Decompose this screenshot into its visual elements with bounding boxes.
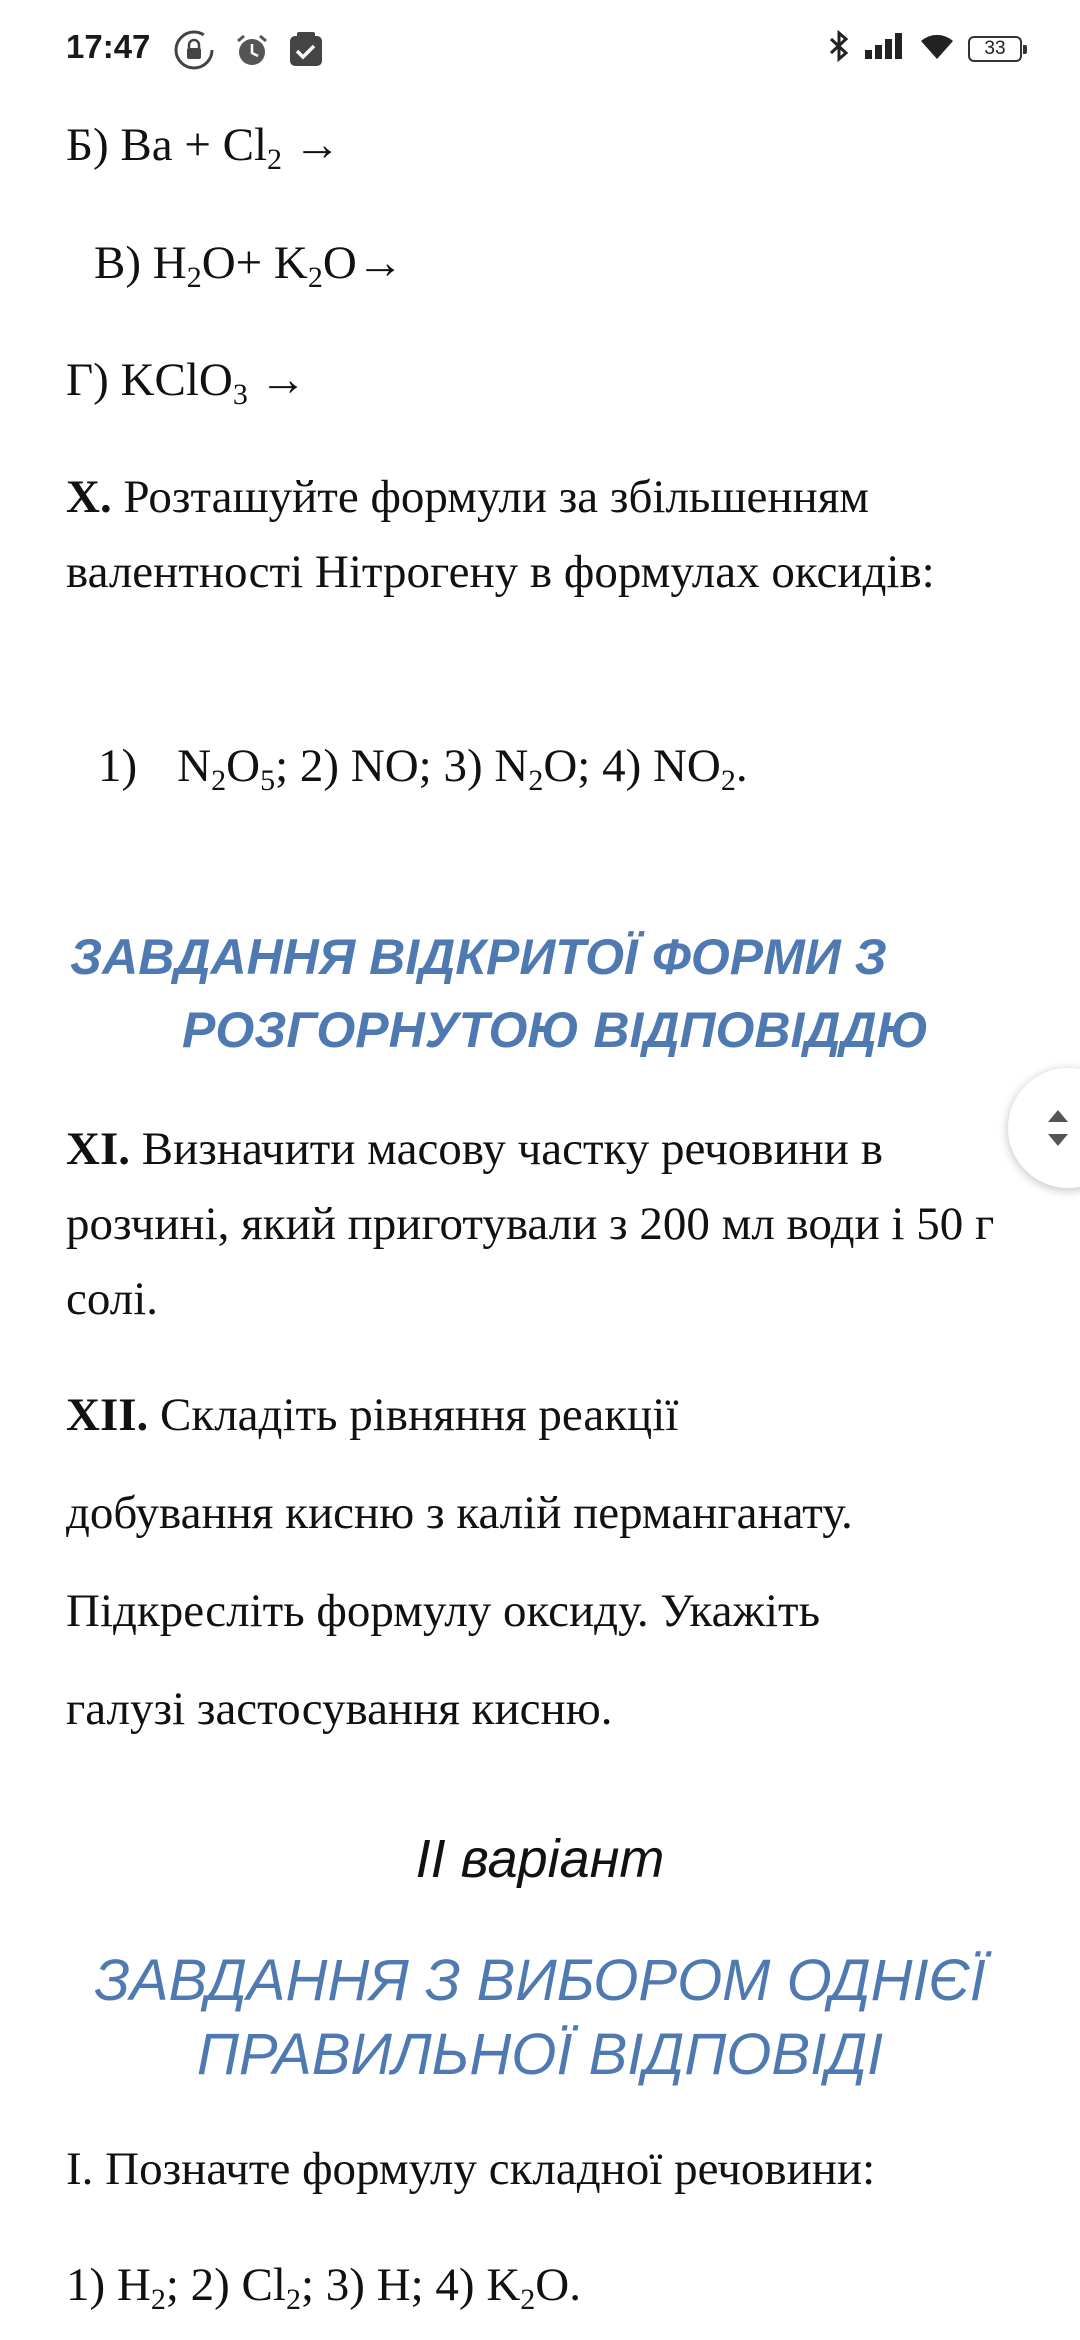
choice-heading-line2: ПРАВИЛЬНОЇ ВІДПОВІДІ (196, 2022, 884, 2087)
reaction-b: Б) Ва + $Cl_2$ → (66, 119, 341, 176)
task-i-options: 1) $H_2$; 2) $Cl_2$; 3) H; 4) $K_2O$. (66, 2259, 581, 2316)
task-x-text: Розташуйте формули за збільшенням валентності Нітрогену в формулах оксидів: (66, 471, 935, 598)
task-x (66, 460, 1016, 610)
task-x-number: Х. (66, 471, 112, 523)
reaction-v: В) $H_2O+ K_2O\to$ (94, 237, 404, 294)
status-time: 17:47 (66, 28, 151, 65)
task-xi-text: Визначити масову частку речовини в розчині, який приготували з 200 мл води і 50 г солі. (66, 1123, 995, 1325)
task-i-number: І. (66, 2143, 94, 2195)
signal-icon (864, 32, 906, 65)
variant-title: II варіант (415, 1829, 665, 1889)
battery-icon (968, 36, 1022, 62)
status-right-icons (828, 30, 1022, 67)
task-x-formulas: 1) $N_2O_5$; 2) NO; 3) $N_2O$; 4) $NO_2$. (98, 740, 748, 797)
battery-level: 33 (984, 37, 1006, 59)
reaction-g: Г) KClO$_3$ → (66, 354, 307, 411)
bluetooth-icon (828, 30, 850, 67)
task-xii-line3: Підкресліть формулу оксиду. Укажіть (66, 1585, 821, 1637)
scroll-arrows-icon (1046, 1104, 1070, 1152)
task-i (66, 2143, 876, 2195)
task-xii-number: ХІІ. (66, 1389, 149, 1441)
task-xii-line2: добування кисню з калій перманганату. (66, 1487, 853, 1539)
choice-heading-line1: ЗАВДАННЯ З ВИБОРОМ ОДНІЄЇ (94, 1948, 986, 2013)
alarm-icon (234, 32, 270, 68)
task-i-text: Позначте формулу складної речовини: (93, 2143, 876, 2195)
task-xi-number: ХІ. (66, 1123, 130, 1175)
lock-rotation-icon (172, 28, 216, 72)
wifi-icon (920, 32, 954, 65)
task-xii-line4: галузі застосування кисню. (66, 1683, 613, 1735)
scroll-handle[interactable] (1008, 1068, 1080, 1188)
task-check-icon (288, 32, 324, 68)
open-form-heading-line1: ЗАВДАННЯ ВІДКРИТОЇ ФОРМИ З (70, 929, 887, 985)
task-xi (66, 1112, 1016, 1337)
status-left-icons (172, 28, 324, 72)
status-bar (0, 0, 1080, 100)
open-form-heading-line2: РОЗГОРНУТОЮ ВІДПОВІДДЮ (182, 1002, 929, 1058)
task-xii-line1: ХІІ. Складіть рівняння реакції (66, 1389, 679, 1441)
